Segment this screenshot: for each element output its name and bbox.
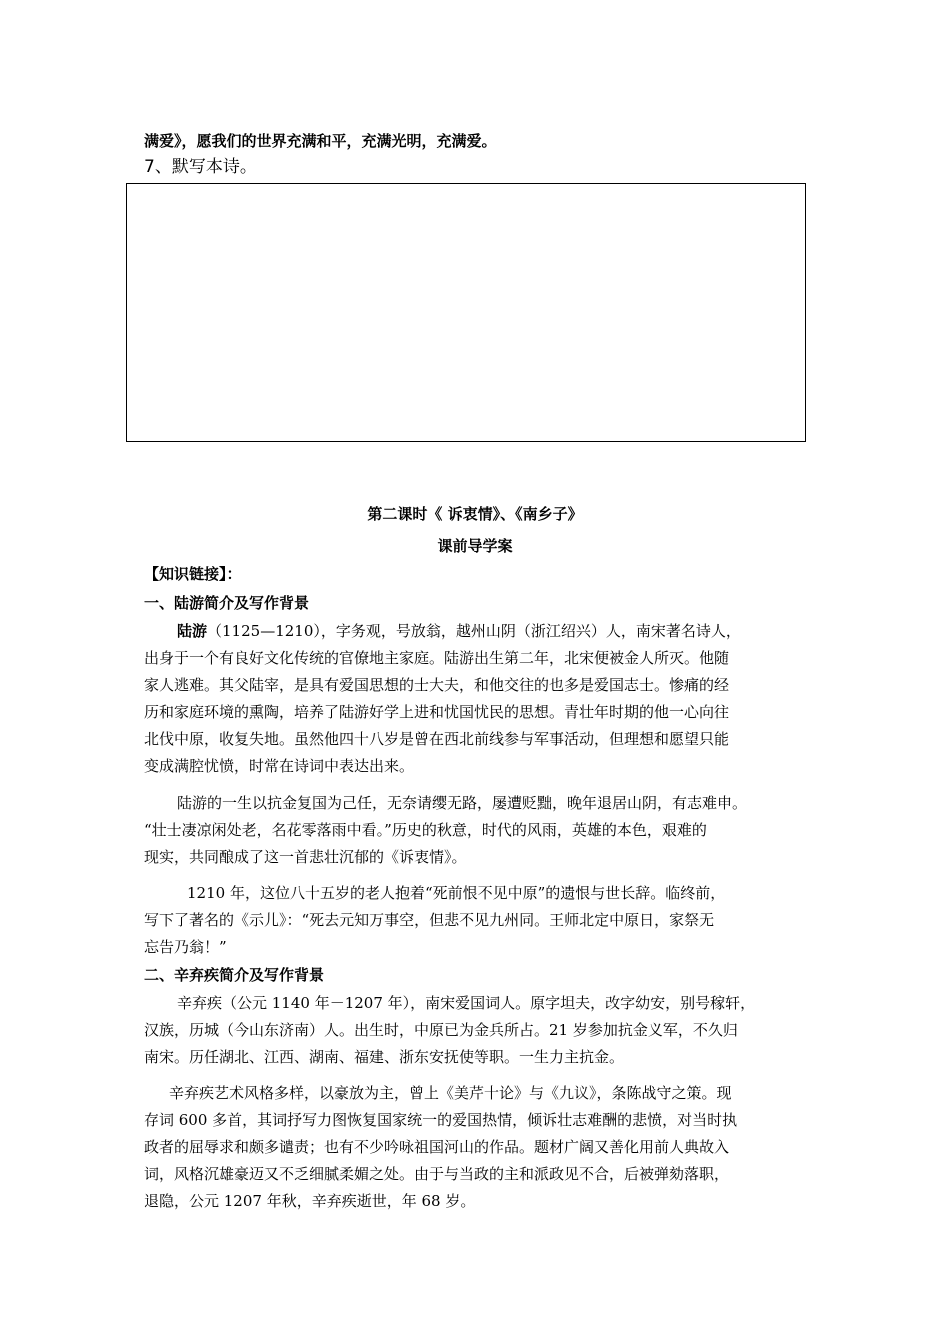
- section1-p1-line1: [177, 621, 857, 641]
- section1-p2-line3: 现实，共同酿成了这一首悲壮沉郁的《诉衷情》。: [144, 848, 467, 866]
- section2-p1-line1: 辛弃疾（公元 1140 年－1207 年），南宋爱国词人。原字坦夫，改字幼安，别号稼轩，: [177, 994, 756, 1012]
- section1-p3-line3: 忘告乃翁！”: [144, 938, 227, 956]
- section1-p3-line2: 写下了著名的《示儿》：“死去元知万事空，但悲不见九州同。王师北定中原日，家祭无: [144, 911, 715, 929]
- section1-p2-line2: “壮士凄凉闲处老，名花零落雨中看。”历史的秋意，时代的风雨，英雄的本色，艰难的: [144, 821, 707, 839]
- section1-p1-line3: 家人逃难。其父陆宰，是具有爱国思想的士大夫，和他交往的也多是爱国志士。惨痛的经: [144, 676, 730, 694]
- section1-p1-line1-rest: （1125—1210），字务观，号放翁，越州山阴（浙江绍兴）人，南宋著名诗人，: [207, 622, 741, 640]
- section2-p2-line4: 词，风格沉雄豪迈又不乏细腻柔媚之处。由于与当政的主和派政见不合，后被弹劾落职，: [144, 1165, 730, 1183]
- section1-p1-line2: 出身于一个有良好文化传统的官僚地主家庭。陆游出生第二年，北宋便被金人所灭。他随: [144, 649, 730, 667]
- section1-p1-line6: 变成满腔忧愤，时常在诗词中表达出来。: [144, 757, 415, 775]
- section1-p1-line5: 北伐中原，收复失地。虽然他四十八岁是曾在西北前线参与军事活动，但理想和愿望只能: [144, 730, 730, 748]
- section1-p1-line4: 历和家庭环境的熏陶，培养了陆游好学上进和忧国忧民的思想。青壮年时期的他一心向往: [144, 703, 730, 721]
- section2-p2-line2: 存词 600 多首，其词抒写力图恢复国家统一的爱国热情，倾诉壮志难酬的悲愤，对当时执: [144, 1111, 738, 1129]
- author-name-luyou: 陆游: [177, 622, 208, 640]
- answer-box[interactable]: [126, 183, 806, 442]
- section2-heading: 二、辛弃疾简介及写作背景: [144, 966, 325, 984]
- lesson-title: 第二课时《 诉衷情》、《南乡子》: [367, 505, 583, 523]
- continuation-text: 满爱》，愿我们的世界充满和平，充满光明，充满爱。: [144, 132, 497, 150]
- lesson-subtitle: 课前导学案: [437, 537, 513, 555]
- section1-p3-line1: 1210 年，这位八十五岁的老人抱着“死前恨不见中原”的遗恨与世长辞。临终前，: [187, 884, 726, 902]
- section2-p2-line3: 政者的屈辱求和颇多谴责；也有不少吟咏祖国河山的作品。题材广阔又善化用前人典故入: [144, 1138, 730, 1156]
- section1-p2-line1: 陆游的一生以抗金复国为己任，无奈请缨无路，屡遭贬黜，晚年退居山阴，有志难申。: [177, 794, 748, 812]
- knowledge-link-heading: 【知识链接】：: [144, 565, 242, 583]
- question-7: 7、默写本诗。: [144, 157, 257, 177]
- section2-p2-line1: 辛弃疾艺术风格多样，以豪放为主，曾上《美芹十论》与《九议》，条陈战守之策。现: [169, 1084, 732, 1102]
- section2-p1-line2: 汉族，历城（今山东济南）人。出生时，中原已为金兵所占。21 岁参加抗金义军，不久归: [144, 1021, 738, 1039]
- section2-p2-line5: 退隐，公元 1207 年秋，辛弃疾逝世，年 68 岁。: [144, 1192, 476, 1210]
- section1-heading: 一、陆游简介及写作背景: [144, 594, 310, 612]
- section2-p1-line3: 南宋。历任湖北、江西、湖南、福建、浙东安抚使等职。一生力主抗金。: [144, 1048, 625, 1066]
